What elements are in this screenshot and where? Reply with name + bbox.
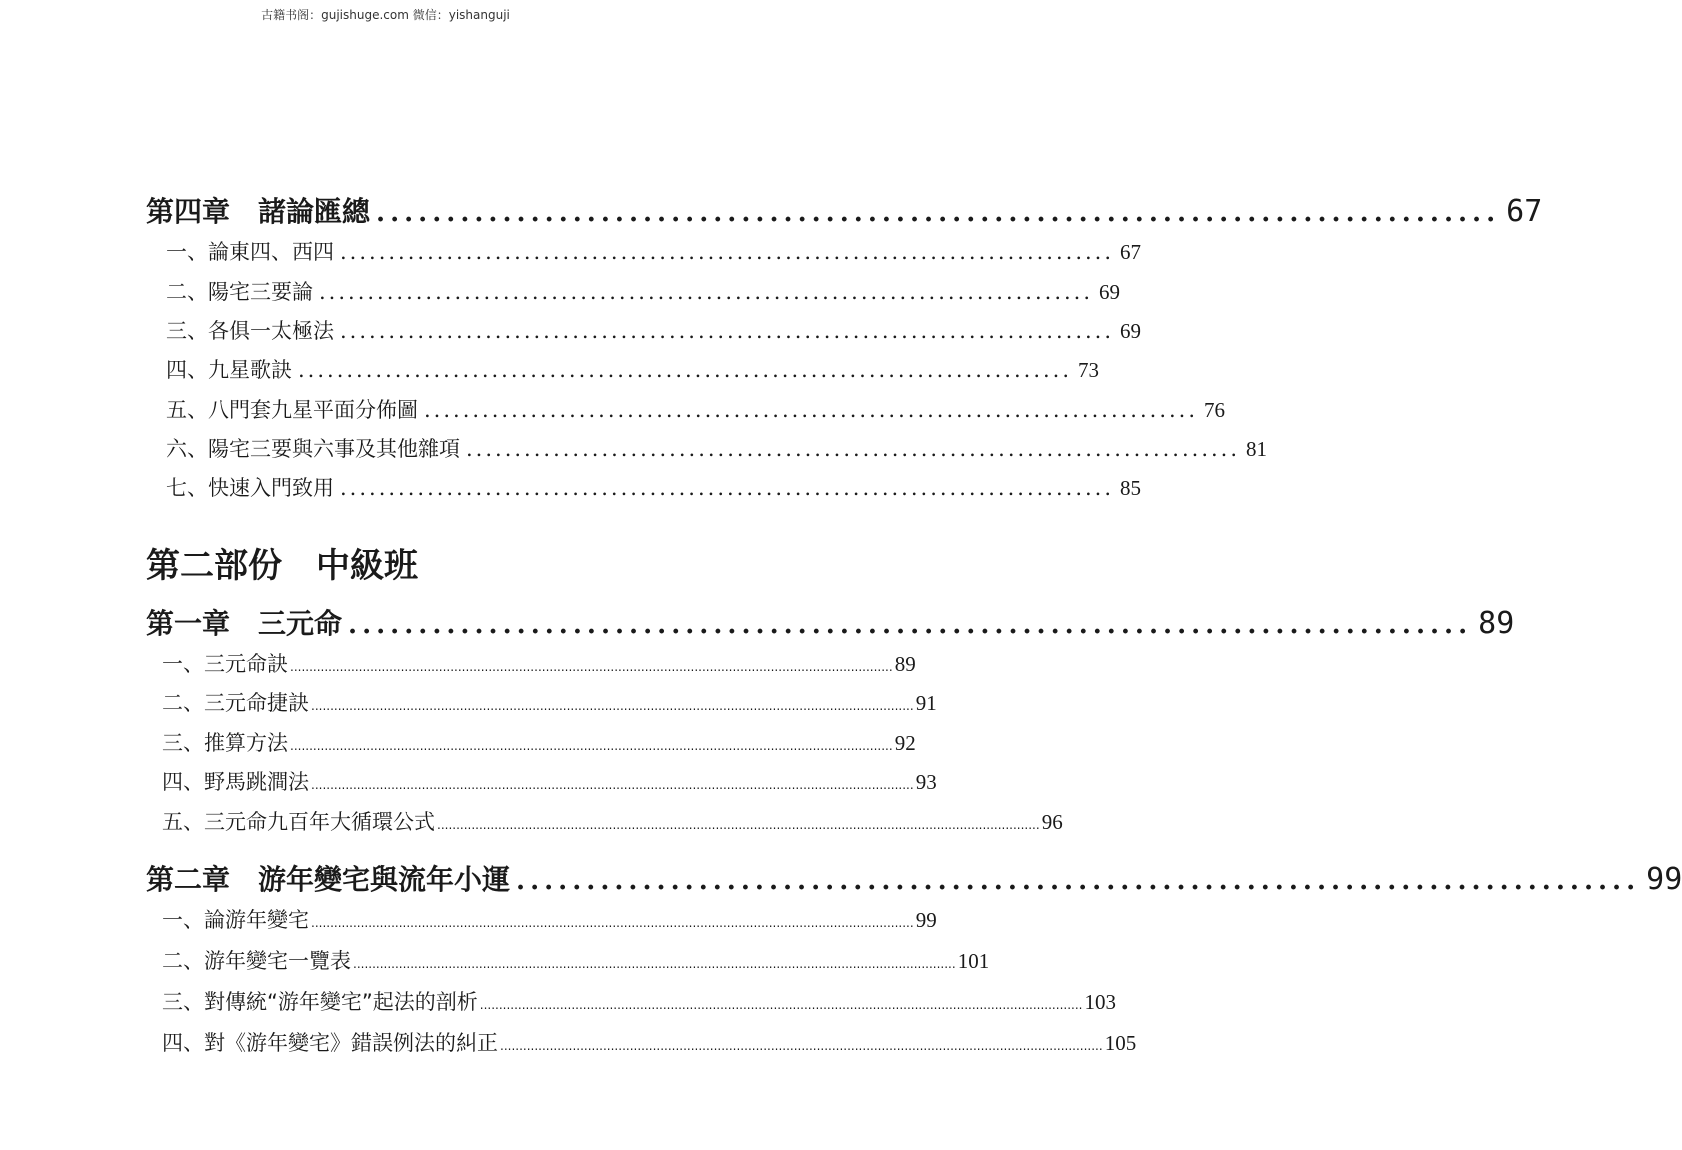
dot-leader: ..............................................................................................................................................................	[311, 916, 914, 930]
toc-entry[interactable]	[162, 806, 1063, 836]
entry-title: 三、對傳統“游年變宅”起法的剖析	[162, 990, 478, 1014]
dot-leader: ..............................................................................................................................................................	[500, 1039, 1103, 1053]
page-number: 69	[1120, 319, 1142, 343]
entry-title: 三、各俱一太極法	[166, 319, 334, 343]
toc-entry[interactable]	[162, 727, 916, 757]
page-number: 85	[1120, 476, 1142, 500]
entry-title: 四、野馬跳澗法	[162, 770, 309, 794]
entry-title: 二、游年變宅一覽表	[162, 949, 351, 973]
toc-entry[interactable]	[162, 986, 1116, 1016]
entry-title: 三、推算方法	[162, 731, 288, 755]
toc-entry[interactable]	[166, 236, 1142, 266]
entry-title: 五、三元命九百年大循環公式	[162, 810, 435, 834]
dot-leader: ................................................................................	[340, 319, 1115, 343]
dot-leader: ..............................................................................................................................................................	[311, 699, 914, 713]
dot-leader: ..............................................................................................................................................................	[311, 778, 914, 792]
page-number: 67	[1120, 240, 1142, 264]
page-number: 69	[1099, 280, 1121, 304]
toc-entry[interactable]	[162, 648, 916, 678]
page-number: 105	[1104, 1031, 1137, 1055]
dot-leader: ................................................................................	[340, 476, 1115, 500]
entry-title: 二、陽宅三要論	[166, 280, 313, 304]
dot-leader: ..............................................................................................................................................................	[353, 957, 956, 971]
entry-title: 四、對《游年變宅》錯誤例法的糾正	[162, 1031, 498, 1055]
toc-entry[interactable]	[162, 687, 937, 717]
dot-leader: ................................................................................	[348, 610, 1473, 640]
dot-leader: ..............................................................................................................................................................	[290, 660, 893, 674]
dot-leader: ................................................................................	[376, 198, 1501, 228]
page-number: 91	[915, 691, 937, 715]
page-number: 67	[1506, 194, 1543, 229]
dot-leader: ................................................................................	[424, 398, 1199, 422]
toc-entry[interactable]	[166, 276, 1121, 306]
toc-entry[interactable]	[166, 472, 1142, 502]
entry-title: 四、九星歌訣	[166, 358, 292, 382]
page-number: 73	[1078, 358, 1100, 382]
entry-title: 一、三元命訣	[162, 652, 288, 676]
dot-leader: ................................................................................	[319, 280, 1094, 304]
toc-entry[interactable]	[162, 1027, 1137, 1057]
page-number: 101	[957, 949, 990, 973]
toc-chapter-4[interactable]	[146, 190, 1543, 230]
toc-entry[interactable]	[166, 433, 1268, 463]
dot-leader: ..............................................................................................................................................................	[290, 739, 893, 753]
dot-leader: ..............................................................................................................................................................	[479, 998, 1083, 1012]
dot-leader: ..............................................................................................................................................................	[437, 818, 1040, 832]
page-number: 92	[894, 731, 916, 755]
page-number: 81	[1246, 437, 1268, 461]
page-number: 99	[1646, 862, 1682, 897]
toc-chapter-1[interactable]	[146, 602, 1515, 642]
toc-entry[interactable]	[162, 904, 937, 934]
toc-entry[interactable]	[166, 315, 1142, 345]
dot-leader: ................................................................................	[340, 240, 1115, 264]
part-heading: 第二部份 中級班	[146, 546, 418, 586]
entry-title: 七、快速入門致用	[166, 476, 334, 500]
page-number: 89	[1478, 606, 1515, 641]
dot-leader: ................................................................................	[466, 437, 1241, 461]
page-number: 93	[915, 770, 937, 794]
entry-title: 一、論東四、西四	[166, 240, 334, 264]
page-number: 99	[915, 908, 937, 932]
entry-title: 六、陽宅三要與六事及其他雜項	[166, 437, 460, 461]
entry-title: 一、論游年變宅	[162, 908, 309, 932]
page-number: 96	[1041, 810, 1063, 834]
toc-entry[interactable]	[162, 945, 990, 975]
dot-leader: ................................................................................	[516, 866, 1641, 896]
dot-leader: ................................................................................	[298, 358, 1073, 382]
chapter-title: 第二章 游年變宅與流年小運	[146, 863, 511, 896]
page-number: 76	[1204, 398, 1226, 422]
toc-chapter-2[interactable]	[146, 858, 1682, 898]
toc-entry[interactable]	[162, 766, 937, 796]
page-number: 89	[894, 652, 916, 676]
toc-entry[interactable]	[166, 394, 1226, 424]
page-number: 103	[1084, 990, 1116, 1014]
chapter-title: 第四章 諸論匯總	[146, 195, 371, 228]
entry-title: 二、三元命捷訣	[162, 691, 309, 715]
chapter-title: 第一章 三元命	[146, 607, 343, 640]
entry-title: 五、八門套九星平面分佈圖	[166, 398, 418, 422]
watermark-text: 古籍书阁：gujishuge.com 微信：yishanguji	[261, 8, 510, 22]
toc-entry[interactable]	[166, 354, 1100, 384]
